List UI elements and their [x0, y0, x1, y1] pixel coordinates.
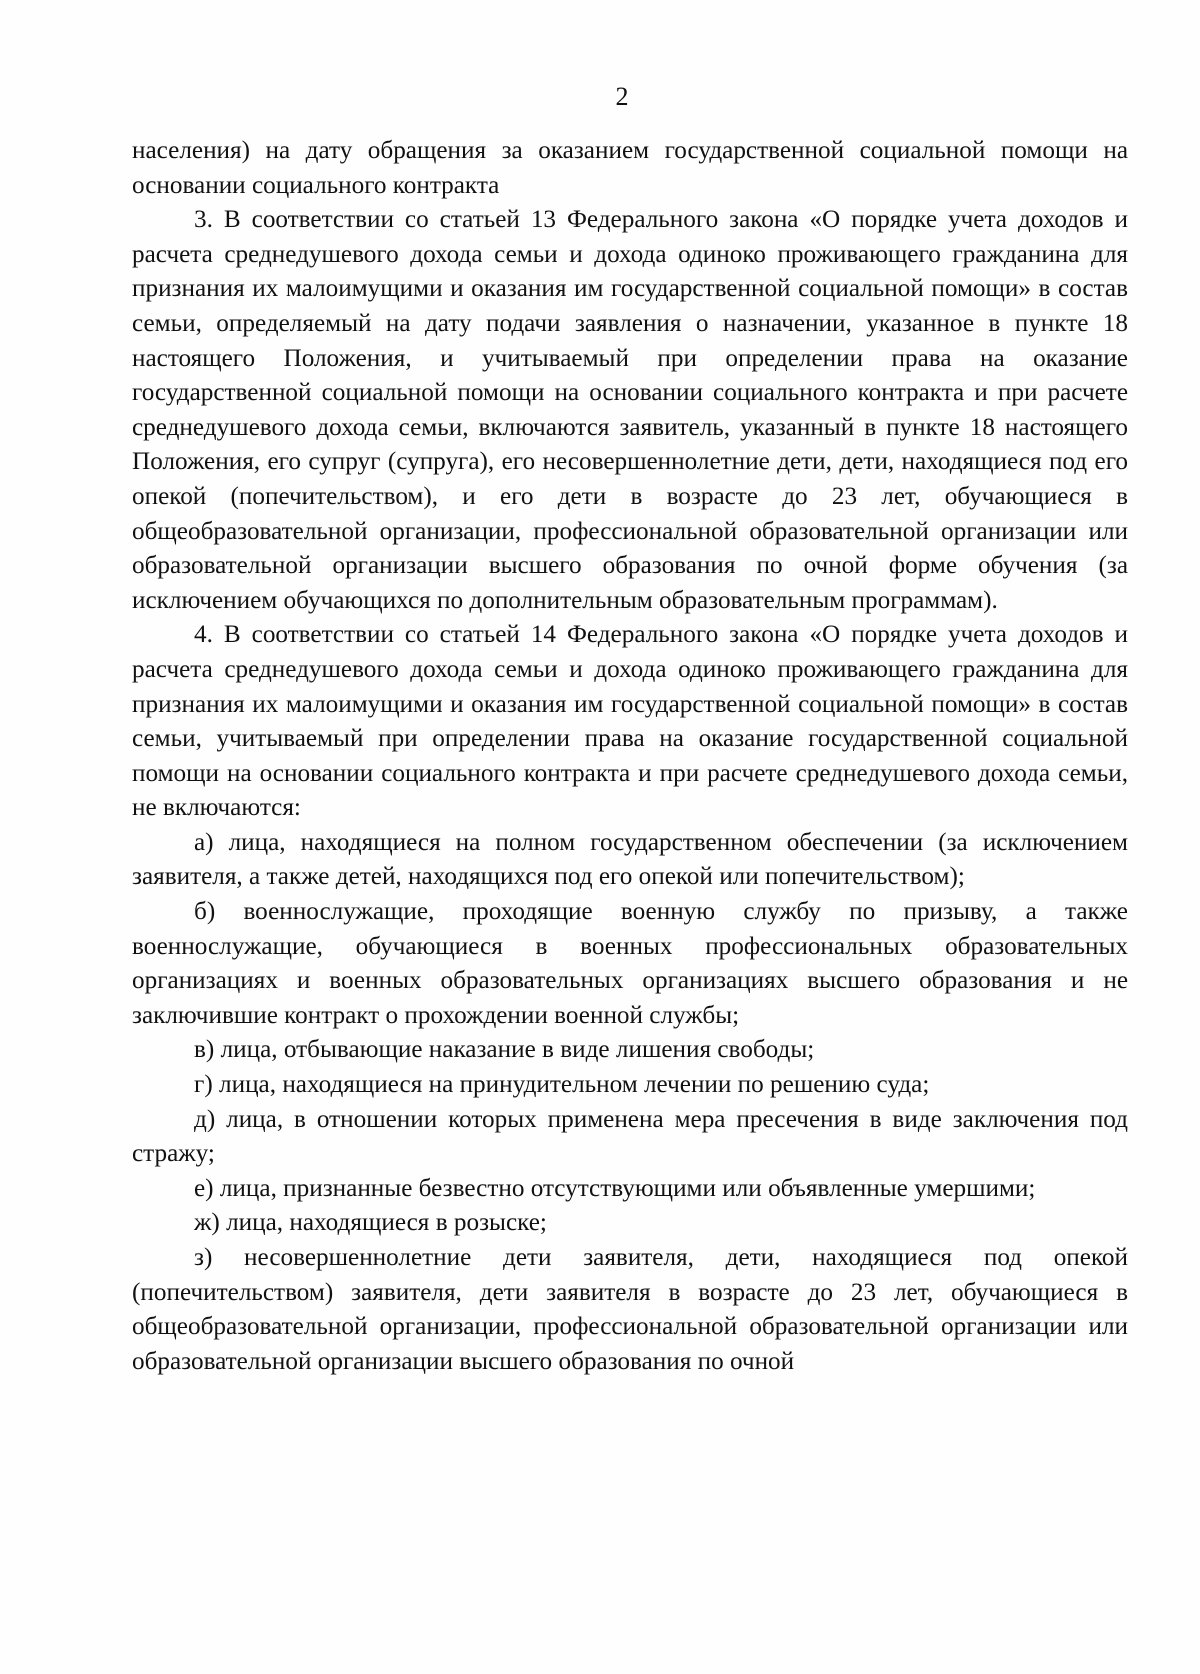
subitem-b: б) военнослужащие, проходящие военную службу по призыву, а также военнослужащие, обучающиеся в военных профессиональных образовательных организациях и военных образовательных организациях высшего образования и не заключившие контракт о прохождении военной службы;: [132, 898, 1128, 1029]
paragraph-continuation: населения) на дату обращения за оказанием государственной социальной помощи на основании социального контракта: [132, 137, 1128, 199]
subitem-z: з) несовершеннолетние дети заявителя, дети, находящиеся под опекой (попечительством) заявителя, дети заявителя в возрасте до 23 лет, обучающиеся в общеобразовательной организации, профессиональной образовательной организации или образовательной организации высшего образования по очной: [132, 1244, 1128, 1375]
subitem-g: г) лица, находящиеся на принудительном лечении по решению суда;: [194, 1071, 930, 1099]
subitem-zh: ж) лица, находящиеся в розыске;: [194, 1209, 547, 1237]
subitem-a: а) лица, находящиеся на полном государственном обеспечении (за исключением заявителя, а также детей, находящихся под его опекой или попечительством);: [132, 828, 1128, 891]
paragraph-item-3: 3. В соответствии со статьей 13 Федерального закона «О порядке учета доходов и расчета среднедушевого дохода семьи и дохода одиноко проживающего гражданина для признания их малоимущими и оказания им государственной социальной помощи» в состав семьи, определяемый на дату подачи заявления о назначении, указанное в пункте 18 настоящего Положения, и учитываемый при определении права на оказание государственной социальной помощи на основании социального контракта и при расчете среднедушевого дохода семьи, включаются заявитель, указанный в пункте 18 настоящего Положения, его супруг (супруга), его несовершеннолетние дети, дети, находящиеся под его опекой (попечительством), и его дети в возрасте до 23 лет, обучающиеся в общеобразовательной организации, профессиональной образовательной организации или образовательной организации высшего образования по очной форме обучения (за исключением обучающихся по дополнительным образовательным программам).: [132, 206, 1128, 614]
paragraph-item-4: 4. В соответствии со статьей 14 Федерального закона «О порядке учета доходов и расчета среднедушевого дохода семьи и дохода одиноко проживающего гражданина для признания их малоимущими и оказания им государственной социальной помощи» в состав семьи, учитываемый при определении права на оказание государственной социальной помощи на основании социального контракта и при расчете среднедушевого дохода семьи, не включаются:: [132, 621, 1128, 822]
subitem-d: д) лица, в отношении которых применена мера пресечения в виде заключения под стражу;: [132, 1105, 1128, 1168]
page-number: 2: [615, 82, 629, 111]
subitem-e: е) лица, признанные безвестно отсутствующими или объявленные умершими;: [194, 1174, 1036, 1202]
document-body: [132, 134, 1128, 1379]
subitem-v: в) лица, отбывающие наказание в виде лишения свободы;: [194, 1036, 815, 1064]
